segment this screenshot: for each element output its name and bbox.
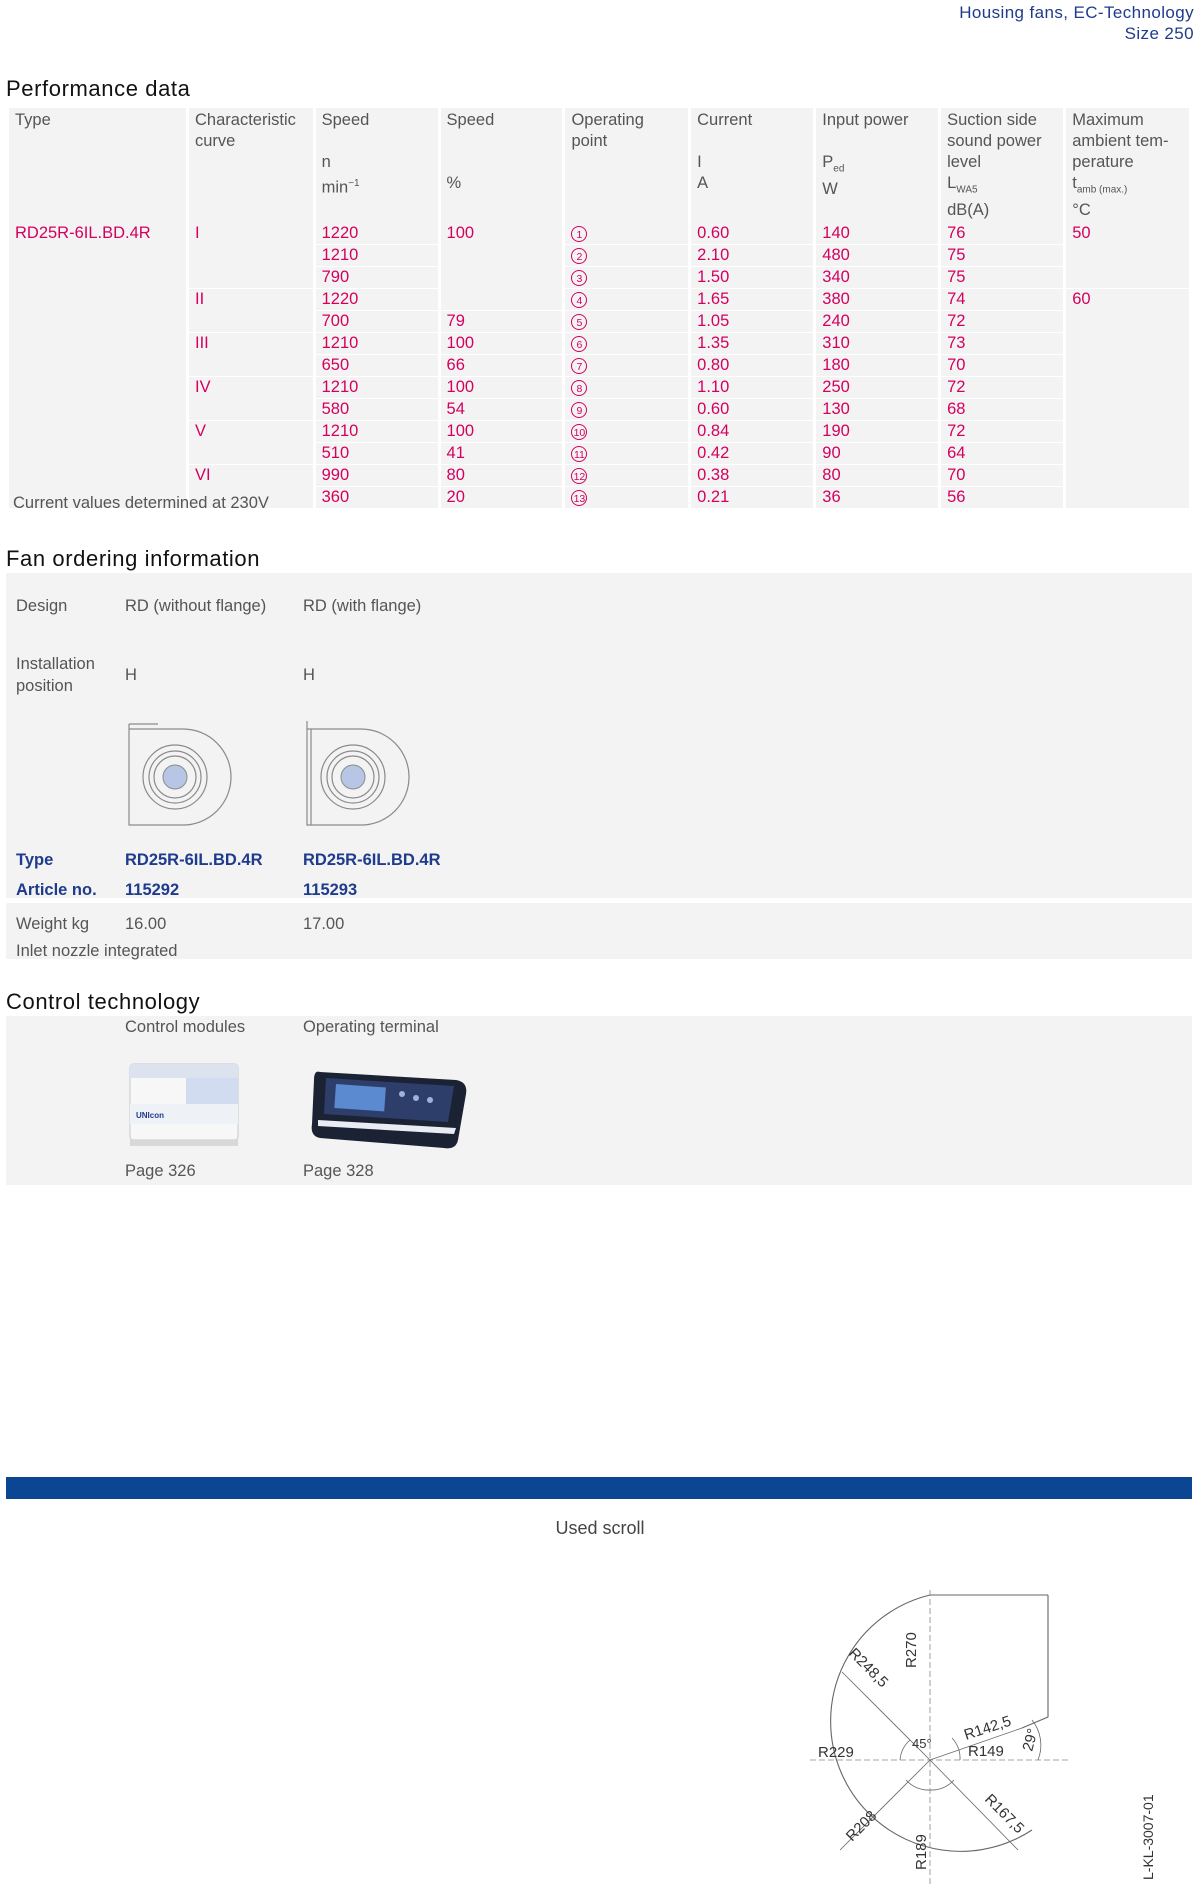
- cell-speed-pct: 100: [441, 332, 563, 354]
- cell-speed-pct: 41: [441, 442, 563, 464]
- table-row: [9, 223, 1189, 244]
- cell-speed-n: 1210: [316, 420, 438, 442]
- cell-type: [9, 310, 186, 332]
- cell-type: [9, 420, 186, 442]
- cell-type: [9, 376, 186, 398]
- col-type: Type: [9, 108, 186, 223]
- install-label: Installation position: [16, 655, 95, 695]
- cell-power: 140: [816, 223, 938, 244]
- cell-curve: IV: [189, 376, 313, 398]
- cell-curve: III: [189, 332, 313, 354]
- cell-op: [565, 310, 688, 332]
- operating-point-marker: 11: [571, 446, 587, 462]
- cell-op: [565, 442, 688, 464]
- cell-op: [565, 244, 688, 266]
- cell-type: [9, 332, 186, 354]
- control-modules-label: Control modules: [125, 1018, 246, 1036]
- table-row: [9, 420, 1189, 442]
- label-r229: R229: [818, 1744, 854, 1761]
- label-r149: R149: [968, 1743, 1004, 1760]
- cell-op: [565, 223, 688, 244]
- control-block: [6, 1016, 1192, 1185]
- label-a29: 29°: [1019, 1726, 1042, 1754]
- cell-speed-pct: 100: [441, 420, 563, 442]
- ordering-title: Fan ordering information: [6, 546, 261, 571]
- cell-speed-pct: [441, 288, 563, 310]
- current-note: Current values determined at 230V: [13, 494, 269, 512]
- cell-sound: 73: [941, 332, 1063, 354]
- cell-temp: [1066, 244, 1189, 266]
- cell-current: 1.05: [691, 310, 813, 332]
- cell-current: 2.10: [691, 244, 813, 266]
- cell-temp: [1066, 310, 1189, 332]
- label-r167: R167,5: [981, 1790, 1028, 1838]
- cell-curve: V: [189, 420, 313, 442]
- module-brand-text: UNIcon: [136, 1111, 164, 1120]
- header-line-1: Housing fans, EC-Technology: [959, 3, 1194, 22]
- control-module-image[interactable]: [126, 1060, 246, 1150]
- cell-speed-pct: 100: [441, 223, 563, 244]
- drawing-id: L-KL-3007-01: [1140, 1794, 1156, 1880]
- design-b: RD (with flange): [303, 597, 422, 615]
- cell-speed-n: 700: [316, 310, 438, 332]
- cell-type: [9, 266, 186, 288]
- cell-op: [565, 420, 688, 442]
- cell-sound: 74: [941, 288, 1063, 310]
- table-row: [9, 398, 1189, 420]
- label-a45: 45°: [912, 1736, 932, 1751]
- design-label: Design: [16, 597, 68, 615]
- cell-current: 0.80: [691, 354, 813, 376]
- article-a: 115292: [125, 881, 180, 899]
- cell-curve: [189, 266, 313, 288]
- cell-temp: [1066, 420, 1189, 442]
- operating-terminal-page[interactable]: Page 328: [303, 1162, 374, 1180]
- ordering-block: [6, 573, 1192, 959]
- cell-current: 1.10: [691, 376, 813, 398]
- table-row: [9, 442, 1189, 464]
- cell-speed-n: 360: [316, 486, 438, 508]
- cell-op: [565, 332, 688, 354]
- cell-current: 0.60: [691, 398, 813, 420]
- cell-temp: [1066, 376, 1189, 398]
- cell-power: 130: [816, 398, 938, 420]
- cell-type: [9, 464, 186, 486]
- performance-title: Performance data: [6, 76, 191, 101]
- weight-label: Weight kg: [16, 915, 90, 933]
- table-row: [9, 354, 1189, 376]
- cell-curve: [189, 310, 313, 332]
- cell-temp: [1066, 332, 1189, 354]
- cell-sound: 68: [941, 398, 1063, 420]
- article-b: 115293: [303, 881, 358, 899]
- cell-speed-pct: 80: [441, 464, 563, 486]
- cell-speed-pct: 20: [441, 486, 563, 508]
- cell-speed-n: 990: [316, 464, 438, 486]
- cell-current: 1.50: [691, 266, 813, 288]
- cell-op: [565, 266, 688, 288]
- operating-terminal-label: Operating terminal: [303, 1018, 439, 1036]
- cell-curve: [189, 398, 313, 420]
- type-b: RD25R-6IL.BD.4R: [303, 851, 441, 869]
- cell-temp: [1066, 354, 1189, 376]
- cell-power: 250: [816, 376, 938, 398]
- label-r270: R270: [903, 1632, 920, 1668]
- cell-op: [565, 376, 688, 398]
- cell-current: 0.38: [691, 464, 813, 486]
- ordering-band-bottom: [6, 903, 1192, 959]
- page-header: [959, 2, 1194, 44]
- cell-type: [9, 288, 186, 310]
- cell-power: 310: [816, 332, 938, 354]
- operating-point-marker: 9: [571, 402, 587, 418]
- cell-op: [565, 398, 688, 420]
- scroll-drawing: [770, 1580, 1170, 1885]
- operating-point-marker: 7: [571, 358, 587, 374]
- cell-sound: 72: [941, 376, 1063, 398]
- operating-point-marker: 6: [571, 336, 587, 352]
- cell-op: [565, 486, 688, 508]
- table-row: [9, 332, 1189, 354]
- cell-power: 80: [816, 464, 938, 486]
- cell-sound: 56: [941, 486, 1063, 508]
- col-speed-n: Speed n $\min^{-1}$: [316, 108, 438, 223]
- type-a: RD25R-6IL.BD.4R: [125, 851, 263, 869]
- cell-power: 380: [816, 288, 938, 310]
- cell-speed-n: 1220: [316, 288, 438, 310]
- cell-speed-n: 580: [316, 398, 438, 420]
- operating-point-marker: 5: [571, 314, 587, 330]
- cell-speed-pct: 54: [441, 398, 563, 420]
- table-row: [9, 464, 1189, 486]
- cell-power: 90: [816, 442, 938, 464]
- table-row: [9, 310, 1189, 332]
- article-label: Article no.: [16, 881, 97, 899]
- cell-temp: 50: [1066, 223, 1189, 244]
- operating-point-marker: 4: [571, 292, 587, 308]
- table-row: [9, 244, 1189, 266]
- control-modules-page[interactable]: Page 326: [125, 1162, 196, 1180]
- cell-type: [9, 398, 186, 420]
- table-row: [9, 288, 1189, 310]
- cell-speed-n: 1210: [316, 376, 438, 398]
- col-temp: Maximum ambient tem-perature $t_{amb (max.)}$ °C: [1066, 108, 1189, 223]
- cell-curve: [189, 442, 313, 464]
- label-r142: R142,5: [961, 1712, 1014, 1744]
- cell-power: 36: [816, 486, 938, 508]
- cell-speed-n: 650: [316, 354, 438, 376]
- performance-table: [6, 108, 1192, 508]
- fan-housing-flange-icon: [301, 721, 411, 831]
- operating-point-marker: 13: [571, 490, 587, 506]
- cell-speed-n: 790: [316, 266, 438, 288]
- cell-op: [565, 288, 688, 310]
- cell-type: [9, 244, 186, 266]
- cell-speed-n: 1210: [316, 244, 438, 266]
- cell-op: [565, 354, 688, 376]
- design-a: RD (without flange): [125, 597, 267, 615]
- cell-current: 0.84: [691, 420, 813, 442]
- cell-type: [9, 354, 186, 376]
- cell-curve: VI: [189, 464, 313, 486]
- cell-sound: 70: [941, 464, 1063, 486]
- operating-point-marker: 10: [571, 424, 587, 440]
- cell-temp: [1066, 464, 1189, 486]
- cell-current: 1.35: [691, 332, 813, 354]
- label-r248: R248,5: [845, 1644, 892, 1692]
- cell-temp: 60: [1066, 288, 1189, 310]
- cell-temp: [1066, 398, 1189, 420]
- control-title: Control technology: [6, 989, 201, 1014]
- cell-speed-n: 510: [316, 442, 438, 464]
- col-current: Current I A: [691, 108, 813, 223]
- cell-current: 1.65: [691, 288, 813, 310]
- col-power: Input power $P_{ed}$ W: [816, 108, 938, 223]
- operating-point-marker: 3: [571, 270, 587, 286]
- table-row: [9, 266, 1189, 288]
- header-line-2: Size 250: [1124, 24, 1194, 43]
- cell-type: [9, 442, 186, 464]
- cell-sound: 75: [941, 244, 1063, 266]
- label-r208: R208: [842, 1807, 881, 1845]
- col-op: Operating point: [565, 108, 688, 223]
- cell-speed-pct: 66: [441, 354, 563, 376]
- cell-current: 0.42: [691, 442, 813, 464]
- install-b: H: [303, 666, 315, 684]
- cell-speed-pct: 100: [441, 376, 563, 398]
- cell-temp: [1066, 442, 1189, 464]
- operating-point-marker: 1: [571, 226, 587, 242]
- operating-point-marker: 8: [571, 380, 587, 396]
- cell-curve: [189, 354, 313, 376]
- label-r189: R189: [913, 1834, 930, 1870]
- cell-curve: [189, 244, 313, 266]
- operating-point-marker: 2: [571, 248, 587, 264]
- weight-a: 16.00: [125, 915, 167, 933]
- cell-power: 340: [816, 266, 938, 288]
- cell-sound: 76: [941, 223, 1063, 244]
- weight-b: 17.00: [303, 915, 345, 933]
- cell-sound: 72: [941, 420, 1063, 442]
- install-a: H: [125, 666, 137, 684]
- cell-power: 480: [816, 244, 938, 266]
- cell-speed-n: 1220: [316, 223, 438, 244]
- cell-power: 190: [816, 420, 938, 442]
- cell-power: 240: [816, 310, 938, 332]
- cell-sound: 70: [941, 354, 1063, 376]
- type-label: Type: [16, 851, 54, 869]
- cell-temp: [1066, 266, 1189, 288]
- cell-curve: I: [189, 223, 313, 244]
- col-curve: Characteristic curve: [189, 108, 313, 223]
- cell-speed-pct: 79: [441, 310, 563, 332]
- table-row: [9, 376, 1189, 398]
- cell-temp: [1066, 486, 1189, 508]
- operating-point-marker: 12: [571, 468, 587, 484]
- cell-power: 180: [816, 354, 938, 376]
- cell-speed-pct: [441, 266, 563, 288]
- scroll-title: Used scroll: [555, 1518, 645, 1538]
- cell-op: [565, 464, 688, 486]
- cell-sound: 75: [941, 266, 1063, 288]
- cell-sound: 64: [941, 442, 1063, 464]
- cell-type: RD25R-6IL.BD.4R: [9, 223, 186, 244]
- col-sound: Suction side sound power level $L_{WA5}$ dB(A): [941, 108, 1063, 223]
- fan-housing-icon: [123, 721, 233, 831]
- cell-speed-n: 1210: [316, 332, 438, 354]
- footer-bar: [6, 1477, 1192, 1499]
- cell-current: 0.21: [691, 486, 813, 508]
- cell-speed-pct: [441, 244, 563, 266]
- cell-sound: 72: [941, 310, 1063, 332]
- operating-terminal-image[interactable]: [306, 1058, 476, 1158]
- col-speed-pct: Speed %: [441, 108, 563, 223]
- inlet-note: Inlet nozzle integrated: [16, 942, 178, 960]
- cell-current: 0.60: [691, 223, 813, 244]
- cell-curve: II: [189, 288, 313, 310]
